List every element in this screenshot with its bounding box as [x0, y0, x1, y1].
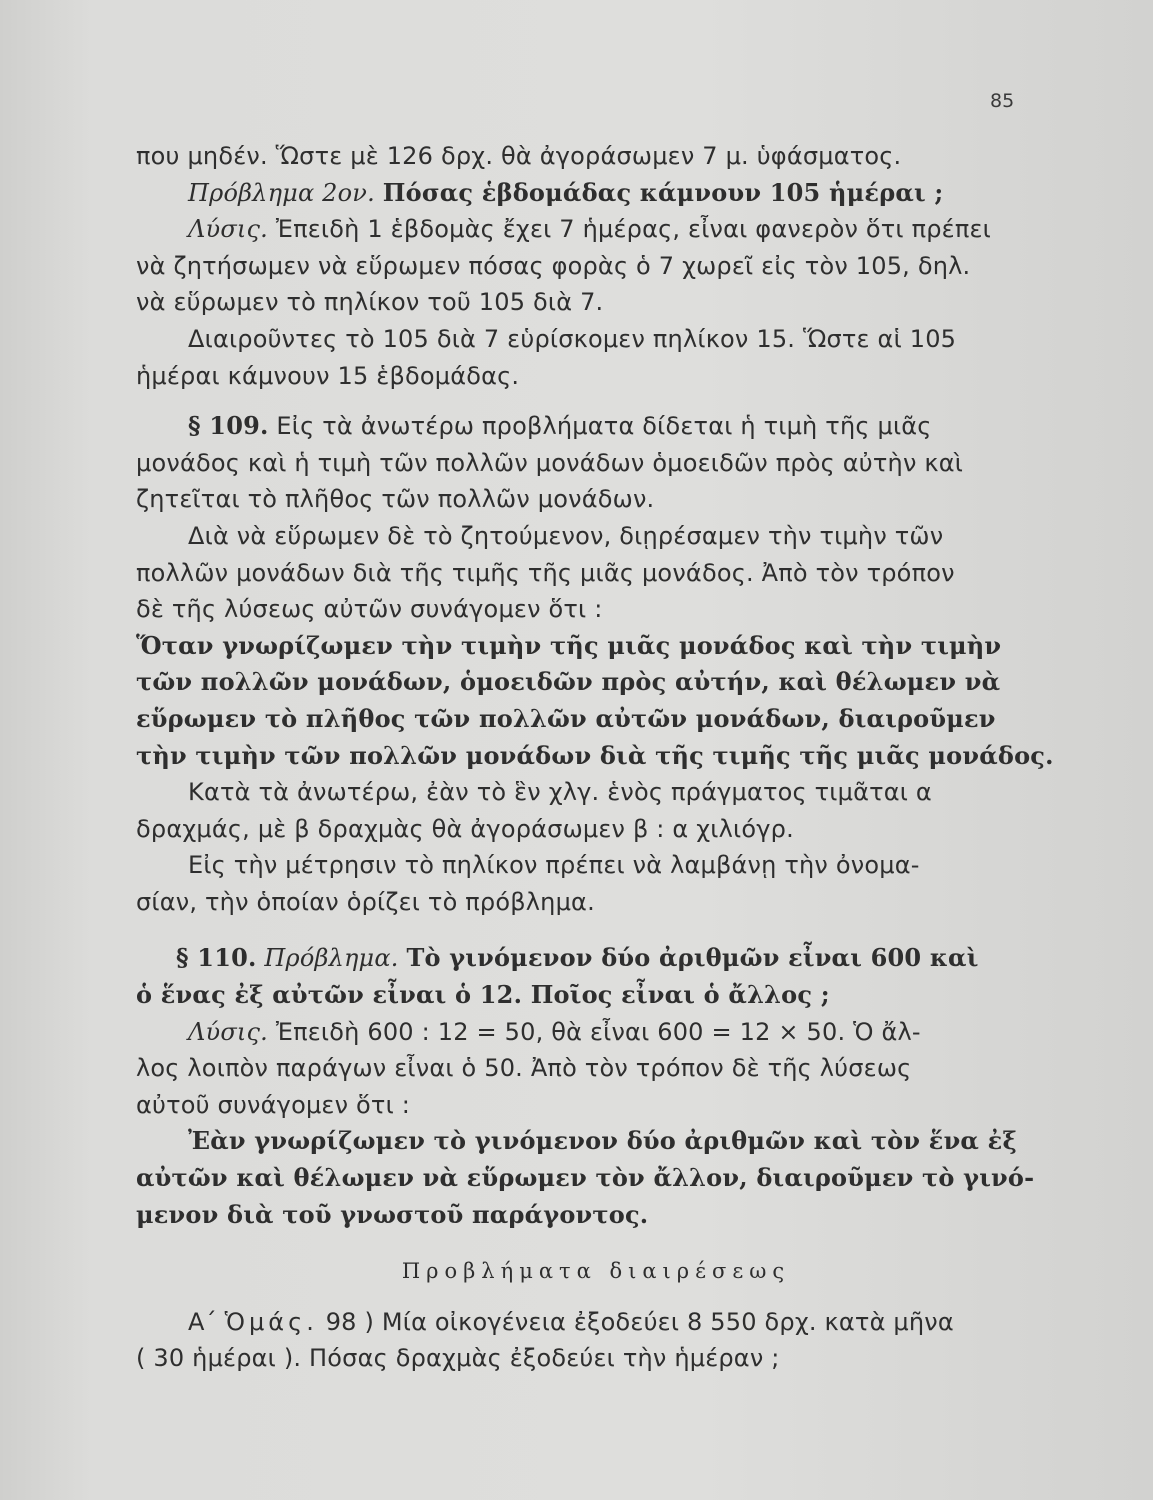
text-line: ζητεῖται τὸ πλῆθος τῶν πολλῶν μονάδων. [136, 485, 655, 514]
page-number: 85 [990, 90, 1015, 112]
spacer [136, 1233, 1016, 1253]
spacer [136, 1290, 1016, 1304]
section-number: § 110. [176, 943, 257, 973]
rule-line: μενον διὰ τοῦ γνωστοῦ παράγοντος. [136, 1199, 649, 1229]
solution-line [136, 211, 1016, 248]
section-109-line [136, 408, 1016, 445]
rule-line: τῶν πολλῶν μονάδων, ὁμοειδῶν πρὸς αὐτήν, καὶ θέλωμεν νὰ [136, 667, 1001, 697]
group-label: Ὁμάς. [224, 1307, 318, 1336]
exercise-line [136, 1304, 1016, 1341]
body-text [136, 138, 1054, 1377]
text-line: πολλῶν μονάδων διὰ τῆς τιμῆς τῆς μιᾶς μονάδος. Ἀπὸ τὸν τρόπον [136, 558, 955, 587]
spacer [136, 394, 1016, 408]
rule-line: τὴν τιμὴν τῶν πολλῶν μονάδων διὰ τῆς τιμῆς τῆς μιᾶς μονάδος. [136, 740, 1054, 770]
solution-label: Λύσις. [188, 1017, 268, 1046]
exercise-text: 98 ) Μία οἰκογένεια ἐξοδεύει 8 550 δρχ. κατὰ μῆνα [325, 1307, 954, 1336]
text-line: που μηδέν. Ὥστε μὲ 126 δρχ. θὰ ἀγοράσωμεν 7 μ. ὑφάσματος. [136, 142, 902, 170]
solution-text: Ἐπειδὴ 1 ἑβδομὰς ἔχει 7 ἡμέρας, εἶναι φανερὸν ὅτι πρέπει [275, 215, 991, 244]
section-110-line [136, 940, 1016, 977]
text-line: δραχμάς, μὲ β δραχμὰς θὰ ἀγοράσωμεν β : α χιλιόγρ. [136, 814, 794, 843]
text-line: νὰ ζητήσωμεν νὰ εὕρωμεν πόσας φορὰς ὁ 7 χωρεῖ εἰς τὸν 105, δηλ. [136, 251, 971, 280]
problem-question: Τὸ γινόμενον δύο ἀριθμῶν εἶναι 600 καὶ [406, 943, 979, 973]
problem-label: Πρόβλημα 2ον. [188, 178, 375, 207]
text-line: λος λοιπὸν παράγων εἶναι ὁ 50. Ἀπὸ τὸν τρόπον δὲ τῆς λύσεως [136, 1054, 912, 1083]
solution-line [136, 1014, 1016, 1051]
section-heading: Προβλήματα διαιρέσεως [401, 1259, 791, 1284]
problem-question: ὁ ἕνας ἐξ αὐτῶν εἶναι ὁ 12. Ποῖος εἶναι ὁ ἄλλος ; [136, 980, 830, 1010]
section-number: § 109. [188, 411, 269, 441]
solution-text: Ἐπειδὴ 600 : 12 = 50, θὰ εἶναι 600 = 12 × 50. Ὁ ἄλ- [275, 1017, 921, 1046]
rule-line: αὐτῶν καὶ θέλωμεν νὰ εὕρωμεν τὸν ἄλλον, διαιροῦμεν τὸ γινό- [136, 1163, 1035, 1193]
text-line: δὲ τῆς λύσεως αὐτῶν συνάγομεν ὅτι : [136, 595, 603, 624]
rule-line: εὕρωμεν τὸ πλῆθος τῶν πολλῶν αὐτῶν μονάδων, διαιροῦμεν [136, 703, 996, 733]
text-line: Διὰ νὰ εὕρωμεν δὲ τὸ ζητούμενον, διῃρέσαμεν τὴν τιμὴν τῶν [188, 521, 944, 550]
text-line: ἡμέραι κάμνουν 15 ἑβδομάδας. [136, 361, 520, 390]
group-letter: Α΄ [188, 1307, 217, 1336]
problem-label: Πρόβλημα. [264, 944, 399, 973]
text-line: Διαιροῦντες τὸ 105 διὰ 7 εὑρίσκομεν πηλίκον 15. Ὥστε αἱ 105 [188, 324, 957, 353]
text-line: σίαν, τὴν ὁποίαν ὁρίζει τὸ πρόβλημα. [136, 887, 595, 916]
text-line: νὰ εὕρωμεν τὸ πηλίκον τοῦ 105 διὰ 7. [136, 288, 604, 317]
text-line: ( 30 ἡμέραι ). Πόσας δραχμὰς ἐξοδεύει τὴν ἡμέραν ; [136, 1344, 780, 1373]
rule-line: Ὅταν γνωρίζωμεν τὴν τιμὴν τῆς μιᾶς μονάδος καὶ τὴν τιμὴν [136, 630, 1002, 660]
text-line: Κατὰ τὰ ἀνωτέρω, ἐὰν τὸ ἓν χλγ. ἑνὸς πράγματος τιμᾶται α [188, 778, 932, 807]
section-text: Εἰς τὰ ἀνωτέρω προβλήματα δίδεται ἡ τιμὴ τῆς μιᾶς [276, 412, 932, 441]
solution-label: Λύσις. [188, 215, 268, 244]
problem-2-line [136, 175, 1016, 212]
rule-line: Ἐὰν γνωρίζωμεν τὸ γινόμενον δύο ἀριθμῶν καὶ τὸν ἕνα ἐξ [188, 1126, 1017, 1156]
text-line: μονάδος καὶ ἡ τιμὴ τῶν πολλῶν μονάδων ὁμοειδῶν πρὸς αὐτὴν καὶ [136, 448, 964, 477]
text-line: Εἰς τὴν μέτρησιν τὸ πηλίκον πρέπει νὰ λαμβάνῃ τὴν ὀνομα- [188, 851, 920, 880]
problem-question: Πόσας ἑβδομάδας κάμνουν 105 ἡμέραι ; [382, 177, 944, 207]
spacer [136, 920, 1016, 940]
text-line: αὐτοῦ συνάγομεν ὅτι : [136, 1090, 411, 1119]
